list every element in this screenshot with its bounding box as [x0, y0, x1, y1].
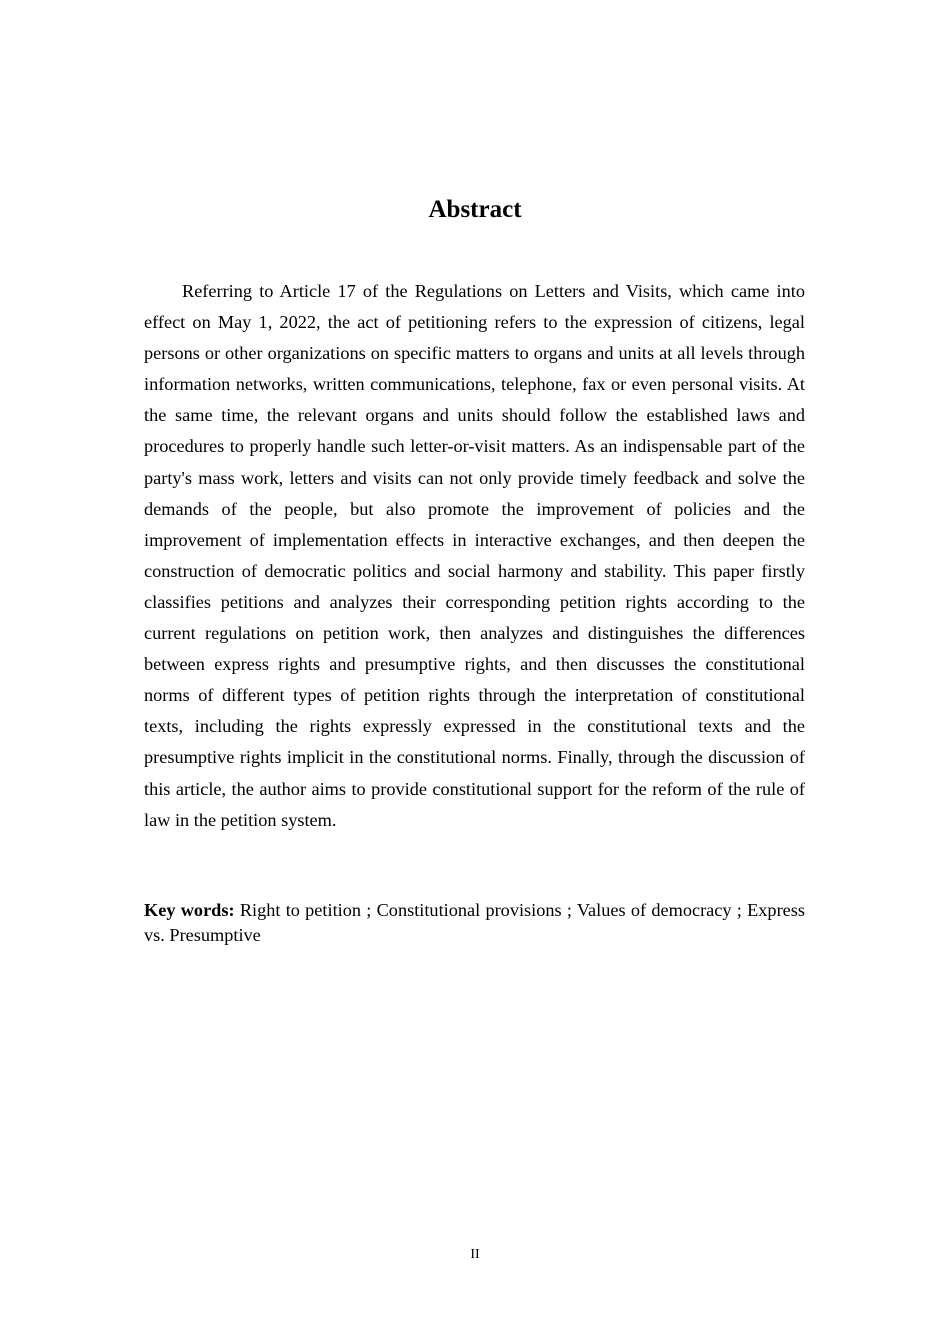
keywords-paragraph — [144, 898, 805, 948]
abstract-title: Abstract — [428, 196, 522, 223]
page-number: II — [470, 1247, 480, 1262]
keywords-label: Key words: — [144, 900, 235, 920]
abstract-body: Referring to Article 17 of the Regulations on Letters and Visits, which came into effect on May 1, 2022, the act of petitioning refers to the expression of citizens, legal persons or other organizations on specific matters to organs and units at all levels through information networks, written communications, telephone, fax or even personal visits. At the same time, the relevant organs and units should follow the established laws and procedures to properly handle such letter-or-visit matters. As an indispensable part of the party's mass work, letters and visits can not only provide timely feedback and solve the demands of the people, but also promote the improvement of policies and the improvement of implementation effects in interactive exchanges, and then deepen the construction of democratic politics and social harmony and stability. This paper firstly classifies petitions and analyzes their corresponding petition rights according to the current regulations on petition work, then analyzes and distinguishes the differences between express rights and presumptive rights, and then discusses the constitutional norms of different types of petition rights through the interpretation of constitutional texts, including the rights expressly expressed in the constitutional texts and the presumptive rights implicit in the constitutional norms. Finally, through the discussion of this article, the author aims to provide constitutional support for the reform of the rule of law in the petition system. — [144, 281, 805, 830]
keywords-text: Right to petition ; Constitutional provisions ; Values of democracy ; Express vs. Presumptive — [144, 900, 806, 945]
